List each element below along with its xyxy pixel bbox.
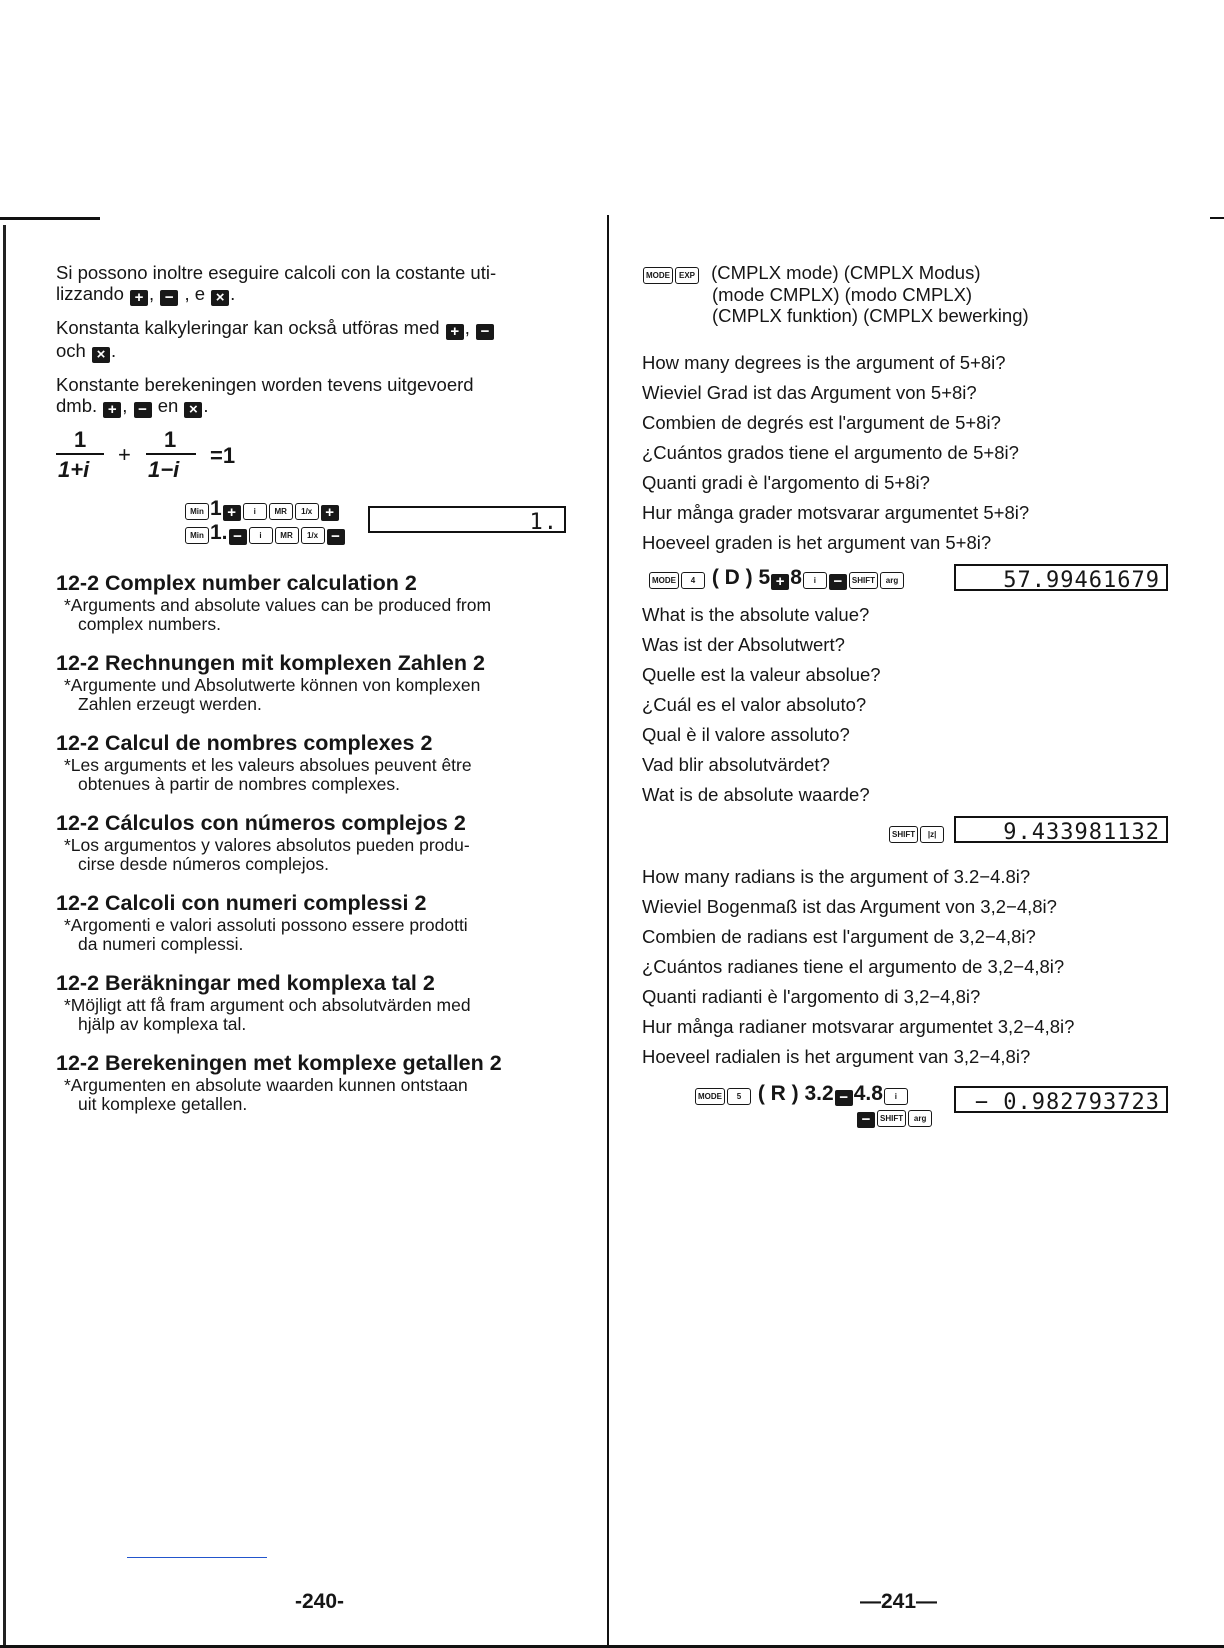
section-note: *Argumenten en absolute waarden kunnen ontstaan	[64, 1075, 468, 1095]
questions-degrees	[642, 348, 1172, 558]
intro-sv-line2: och × .	[56, 340, 117, 363]
shift-key: SHIFT	[889, 826, 918, 843]
intro-nl-line1: Konstante berekeningen worden tevens uitgevoerd	[56, 374, 474, 395]
section-note-cont: uit komplexe getallen.	[78, 1094, 248, 1114]
section-title: 12-2 Cálculos con números complejos 2	[56, 811, 466, 835]
mode-block	[642, 262, 1172, 326]
section-nl	[56, 1051, 596, 1114]
digit-1: 1	[210, 497, 222, 520]
plus-key-icon: +	[446, 324, 464, 340]
left-edge-line	[3, 225, 6, 1645]
intro-it-line1: Si possono inoltre eseguire calcoli con la costante uti-	[56, 262, 497, 283]
section-title: 12-2 Complex number calculation 2	[56, 571, 417, 595]
intro-nl-dmb: dmb.	[56, 395, 98, 416]
abs-key: |z|	[920, 826, 944, 843]
section-title: 12-2 Beräkningar med komplexa tal 2	[56, 971, 435, 995]
display-degrees: 57.99461679	[954, 564, 1168, 591]
section-title: 12-2 Calcoli con numeri complessi 2	[56, 891, 427, 915]
question-line: ¿Cuál es el valor absoluto?	[642, 694, 867, 715]
question-line: ¿Cuántos grados tiene el argumento de 5+8i?	[642, 442, 1019, 463]
mode-key: MODE	[695, 1088, 725, 1105]
i-key: i	[249, 527, 273, 544]
question-line: Qual è il valore assoluto?	[642, 724, 850, 745]
shift-key: SHIFT	[877, 1110, 906, 1127]
degrees-keys	[648, 566, 905, 590]
shift-key: SHIFT	[849, 572, 878, 589]
question-line: Quelle est la valeur absolue?	[642, 664, 881, 685]
intro-italian	[56, 262, 596, 306]
intro-sv-text: Konstanta kalkyleringar kan också utföras med	[56, 317, 440, 338]
minus-key-icon: −	[229, 529, 247, 545]
mode-key: MODE	[649, 572, 679, 589]
top-rule-right	[1210, 217, 1224, 219]
minus-key-icon: −	[476, 324, 494, 340]
minus-key-icon: −	[160, 290, 178, 306]
mode-line-1	[642, 262, 1172, 284]
question-line: Combien de radians est l'argument de 3,2−4,8i?	[642, 926, 1036, 947]
times-key-icon: ×	[92, 347, 110, 363]
min-key: Min	[185, 503, 209, 520]
section-title: 12-2 Berekeningen met komplexe getallen 2	[56, 1051, 502, 1075]
formula-plus: +	[118, 442, 131, 467]
question-line: Hoeveel radialen is het argument van 3,2−4,8i?	[642, 1046, 1031, 1067]
question-line: Was ist der Absolutwert?	[642, 634, 845, 655]
section-es	[56, 811, 596, 874]
min-key: Min	[185, 527, 209, 544]
question-line: Quanti gradi è l'argomento di 5+8i?	[642, 472, 930, 493]
link-underline	[127, 1557, 267, 1558]
inverse-key: 1/x	[301, 527, 325, 544]
section-note: *Argomenti e valori assoluti possono essere prodotti	[64, 915, 468, 935]
question-line: How many degrees is the argument of 5+8i?	[642, 352, 1006, 373]
i-key: i	[243, 503, 267, 520]
display-radians: − 0.982793723	[954, 1086, 1168, 1113]
question-line: Wieviel Bogenmaß ist das Argument von 3,2−4,8i?	[642, 896, 1057, 917]
key-row-1	[184, 497, 340, 521]
page-number-left: -240-	[295, 1590, 345, 1613]
intro-swedish	[56, 317, 596, 363]
section-note-cont: Zahlen erzeugt werden.	[78, 694, 262, 714]
section-note: *Arguments and absolute values can be produced from	[64, 595, 492, 615]
times-key-icon: ×	[184, 402, 202, 418]
section-title: 12-2 Calcul de nombres complexes 2	[56, 731, 433, 755]
question-line: Wieviel Grad ist das Argument von 5+8i?	[642, 382, 977, 403]
section-title: 12-2 Rechnungen mit komplexen Zahlen 2	[56, 651, 485, 675]
section-note: *Los argumentos y valores absolutos pueden produ-	[64, 835, 470, 855]
question-line: Vad blir absolutvärdet?	[642, 754, 830, 775]
intro-dutch	[56, 374, 596, 418]
question-line: Quanti radianti è l'argomento di 3,2−4,8i?	[642, 986, 981, 1007]
section-note: *Les arguments et les valeurs absolues peuvent être	[64, 755, 472, 775]
exp-key: EXP	[675, 267, 699, 284]
minus-key-icon: −	[327, 529, 345, 545]
arg-key: arg	[908, 1110, 932, 1127]
radians-keys	[694, 1082, 909, 1106]
question-line: What is the absolute value?	[642, 604, 870, 625]
digits-4-8: 4.8	[853, 1082, 883, 1105]
arg-key: arg	[880, 572, 904, 589]
question-line: Hoeveel graden is het argument van 5+8i?	[642, 532, 992, 553]
minus-key-icon: −	[857, 1112, 875, 1128]
section-de	[56, 651, 596, 714]
question-line: ¿Cuántos radianes tiene el argumento de 3,2−4,8i?	[642, 956, 1065, 977]
section-note-cont: complex numbers.	[78, 614, 221, 634]
intro-sv-line1: Konstanta kalkyleringar kan också utföras med + , −	[56, 317, 596, 340]
plus-key-icon: +	[321, 505, 339, 521]
formula	[56, 427, 596, 489]
intro-it-text: lizzando	[56, 283, 124, 304]
formula-den2: 1−i	[148, 457, 180, 482]
formula-result: =1	[210, 443, 236, 468]
plus-key-icon: +	[130, 290, 148, 306]
minus-key-icon: −	[829, 574, 847, 590]
question-line: Wat is de absolute waarde?	[642, 784, 870, 805]
section-note-cont: hjälp av komplexa tal.	[78, 1014, 247, 1034]
mode-text-1: (CMPLX mode) (CMPLX Modus)	[711, 262, 981, 283]
questions-radians	[642, 862, 1172, 1072]
formula-den1: 1+i	[58, 457, 90, 482]
section-note-cont: cirse desde números complejos.	[78, 854, 329, 874]
radians-key-row	[642, 1080, 1172, 1134]
page-number-right: —241—	[860, 1590, 938, 1613]
right-page	[642, 262, 1172, 1134]
section-note-cont: da numeri complessi.	[78, 934, 244, 954]
intro-it-text-b: , e	[184, 283, 206, 304]
question-line: Combien de degrés est l'argument de 5+8i?	[642, 412, 1001, 433]
absolute-key-row	[642, 814, 1172, 850]
four-key: 4	[681, 572, 705, 589]
inverse-key: 1/x	[295, 503, 319, 520]
degrees-key-row	[642, 562, 1172, 596]
intro-nl-en: en	[157, 395, 179, 416]
section-note: *Argumente und Absolutwerte können von komplexen	[64, 675, 481, 695]
intro-it-line2: lizzando + , − , e × .	[56, 283, 236, 306]
section-note-cont: obtenues à partir de nombres complexes.	[78, 774, 400, 794]
i-key: i	[803, 572, 827, 589]
radians-keys-2	[856, 1104, 933, 1128]
section-en	[56, 571, 596, 634]
center-divider	[607, 215, 609, 1645]
question-line: Hur många radianer motsvarar argumentet 3,2−4,8i?	[642, 1016, 1075, 1037]
mr-key: MR	[269, 503, 293, 520]
section-it	[56, 891, 596, 954]
mr-key: MR	[275, 527, 299, 544]
display-result-1: 1.	[368, 506, 566, 533]
mode-key: MODE	[643, 267, 673, 284]
digit-8: 8	[790, 566, 802, 589]
formula-num1: 1	[74, 427, 87, 452]
times-key-icon: ×	[211, 290, 229, 306]
section-note: *Möjligt att få fram argument och absolutvärden med	[64, 995, 471, 1015]
formula-bar1	[56, 453, 104, 455]
intro-nl-line2: dmb. + , − en × .	[56, 395, 209, 418]
five-key: 5	[727, 1088, 751, 1105]
top-rule-left	[0, 217, 100, 220]
mode-line-3: (CMPLX funktion) (CMPLX bewerking)	[712, 305, 1029, 326]
plus-key-icon: +	[103, 402, 121, 418]
question-line: How many radians is the argument of 3.2−4.8i?	[642, 866, 1031, 887]
section-sv	[56, 971, 596, 1034]
plus-key-icon: +	[223, 505, 241, 521]
deg-keys-text: ( D ) 5	[711, 566, 771, 589]
formula-num2: 1	[164, 427, 177, 452]
mode-line-2: (mode CMPLX) (modo CMPLX)	[712, 284, 973, 305]
minus-key-icon: −	[835, 1090, 853, 1106]
rad-keys-text: ( R ) 3.2	[757, 1082, 834, 1105]
absolute-keys	[888, 820, 945, 844]
minus-key-icon: −	[134, 402, 152, 418]
left-page	[56, 262, 596, 1131]
display-absolute: 9.433981132	[954, 816, 1168, 843]
i-key: i	[884, 1088, 908, 1105]
key-row-2	[184, 521, 346, 545]
intro-sv-och: och	[56, 340, 86, 361]
section-fr	[56, 731, 596, 794]
formula-bar2	[146, 453, 196, 455]
key-sequence-block	[56, 497, 596, 553]
question-line: Hur många grader motsvarar argumentet 5+8i?	[642, 502, 1030, 523]
plus-key-icon: +	[771, 574, 789, 590]
digit-1-dot: 1.	[210, 521, 228, 544]
questions-absolute	[642, 600, 1172, 810]
section-list	[56, 571, 596, 1114]
